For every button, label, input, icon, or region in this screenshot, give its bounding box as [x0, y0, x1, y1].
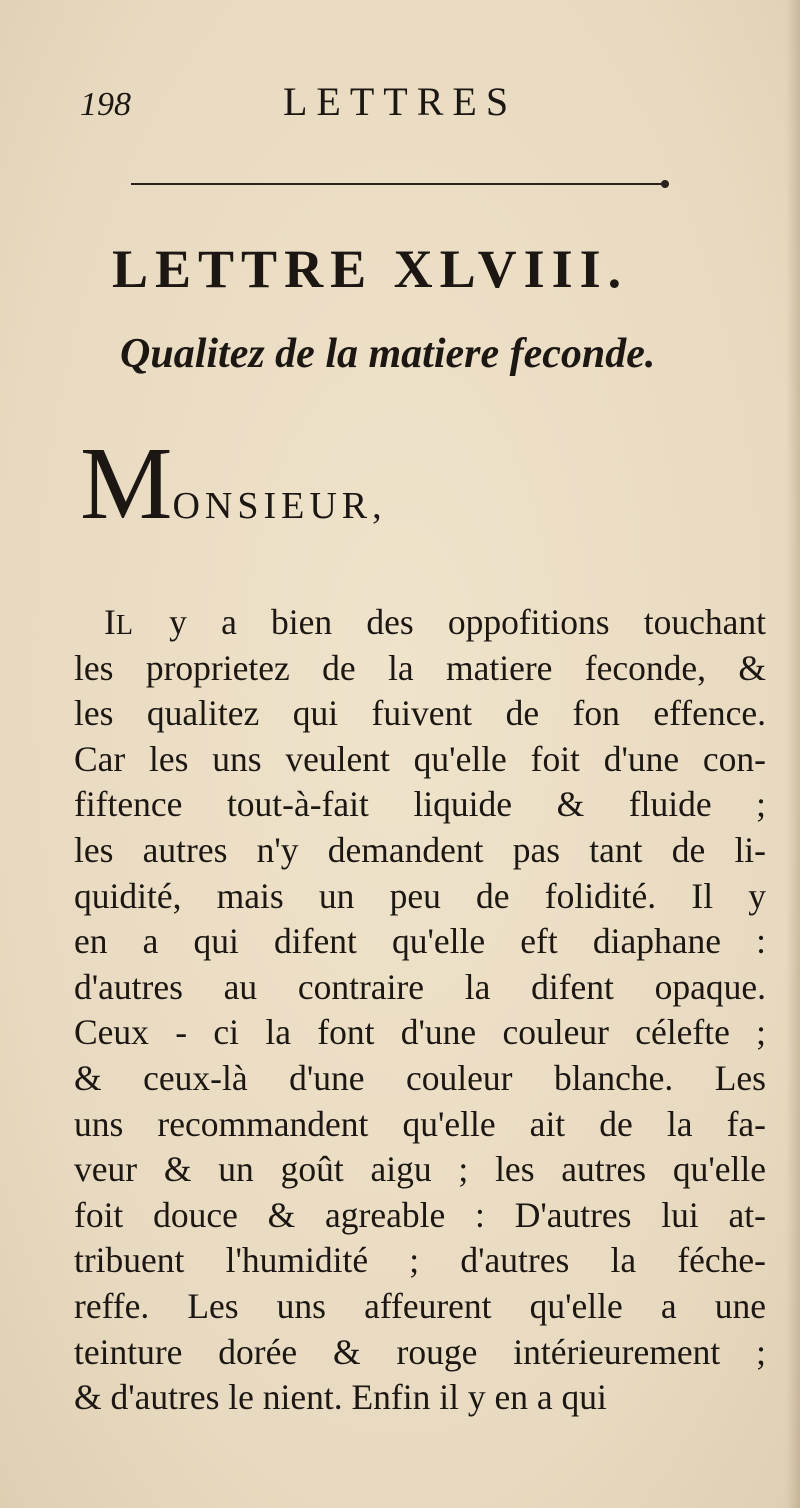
- text-line: en a qui difent qu'elle eft diaphane :: [74, 921, 766, 962]
- text-line: & d'autres le nient. Enfin il y en a qui: [74, 1377, 607, 1418]
- text-line: les autres n'y demandent pas tant de li-: [74, 829, 766, 870]
- drop-cap: M: [80, 426, 173, 541]
- text-line: quidité, mais un peu de folidité. Il y: [74, 875, 766, 916]
- text-line: teinture dorée & rouge intérieurement ;: [74, 1331, 766, 1372]
- header-rule: [131, 183, 665, 185]
- first-line-small-caps: L: [115, 610, 135, 641]
- header-rule-ornament: [661, 180, 669, 188]
- text-line: foit douce & agreable : D'autres lui at-: [74, 1194, 766, 1235]
- running-head: [0, 78, 800, 128]
- text-line: les proprietez de la matiere feconde, &: [74, 647, 766, 688]
- page-edge-shadow: [786, 0, 800, 1508]
- text-line: veur & un goût aigu ; les autres qu'elle: [74, 1149, 766, 1190]
- letter-subtitle: Qualitez de la matiere feconde.: [120, 331, 656, 377]
- text-line: & ceux-là d'une couleur blanche. Les: [74, 1057, 766, 1098]
- body-text: [74, 600, 766, 1421]
- text-line: Ceux - ci la font d'une couleur célefte ;: [74, 1012, 766, 1053]
- letter-heading: LETTRE XLVIII.: [112, 239, 629, 299]
- salutation: [80, 426, 387, 541]
- salutation-rest: ONSIEUR,: [172, 485, 387, 527]
- text-line: d'autres au contraire la difent opaque.: [74, 966, 766, 1007]
- text-line: uns recommandent qu'elle ait de la fa-: [74, 1103, 766, 1144]
- text-line: tribuent l'humidité ; d'autres la féche-: [74, 1240, 766, 1281]
- text-line: reffe. Les uns affeurent qu'elle a une: [74, 1285, 766, 1326]
- running-title: LETTRES: [283, 79, 518, 124]
- text-line: fiftence tout-à-fait liquide & fluide ;: [74, 784, 766, 825]
- text-line: les qualitez qui fuivent de fon effence.: [74, 693, 766, 734]
- text-line: [74, 600, 766, 646]
- first-line-text: y a bien des oppofitions touchant: [134, 602, 766, 642]
- text-line: Car les uns veulent qu'elle foit d'une con-: [74, 738, 766, 779]
- first-line-cap: I: [104, 602, 116, 642]
- page-number: 198: [80, 86, 131, 123]
